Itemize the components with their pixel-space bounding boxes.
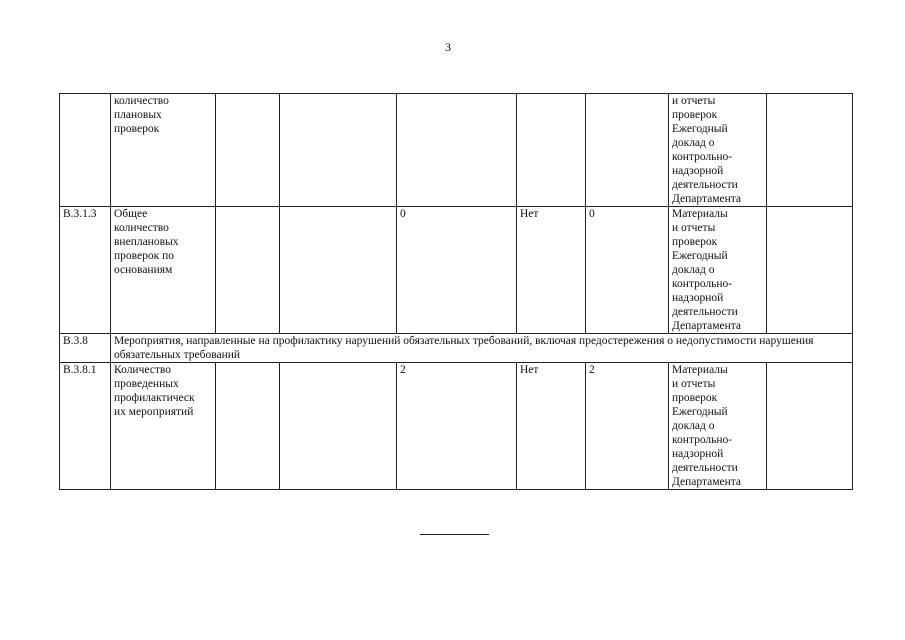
table-row — [60, 207, 853, 334]
indicator-name: Общее количество внеплановых проверок по основаниям — [111, 207, 216, 334]
section-row — [60, 334, 853, 363]
source-cell: Материалы и отчеты проверок Ежегодный доклад о контрольно- надзорной деятельности Департамента — [669, 363, 767, 490]
table-cell — [767, 94, 853, 207]
source-cell: Материалы и отчеты проверок Ежегодный доклад о контрольно- надзорной деятельности Департамента — [669, 207, 767, 334]
table-cell — [586, 94, 669, 207]
table-cell — [767, 207, 853, 334]
value-cell: 2 — [586, 363, 669, 490]
table-cell — [216, 94, 280, 207]
table-cell — [280, 94, 397, 207]
table-cell — [397, 94, 517, 207]
table-cell — [767, 363, 853, 490]
value-cell: 2 — [397, 363, 517, 490]
source-cell: и отчеты проверок Ежегодный доклад о контрольно- надзорной деятельности Департамента — [669, 94, 767, 207]
section-title: Мероприятия, направленные на профилактику нарушений обязательных требований, включая предостережения о недопустимости нарушения обязательных требований — [111, 334, 853, 363]
table-row — [60, 363, 853, 490]
row-code: В.3.8 — [60, 334, 111, 363]
value-cell: Нет — [517, 363, 586, 490]
indicator-name: количество плановых проверок — [111, 94, 216, 207]
page-number: 3 — [445, 40, 451, 54]
table-row — [60, 94, 853, 207]
table-cell — [216, 207, 280, 334]
indicators-table — [59, 93, 853, 490]
row-code — [60, 94, 111, 207]
table-cell — [517, 94, 586, 207]
value-cell: Нет — [517, 207, 586, 334]
value-cell: 0 — [586, 207, 669, 334]
value-cell: 0 — [397, 207, 517, 334]
end-divider — [420, 534, 489, 535]
table-cell — [280, 207, 397, 334]
row-code: В.3.8.1 — [60, 363, 111, 490]
table-cell — [280, 363, 397, 490]
table-cell — [216, 363, 280, 490]
indicator-name: Количество проведенных профилактическ их мероприятий — [111, 363, 216, 490]
row-code: В.3.1.3 — [60, 207, 111, 334]
